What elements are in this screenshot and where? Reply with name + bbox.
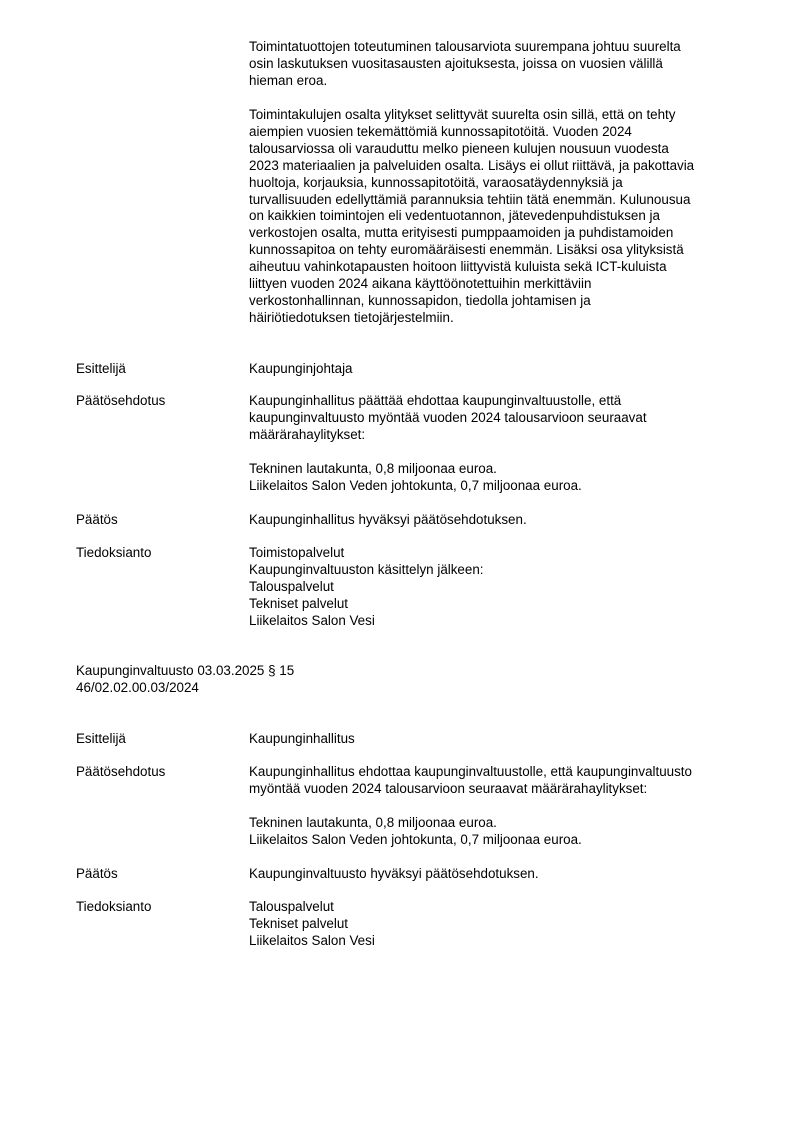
text-line: Kaupunginhallitus	[249, 731, 355, 746]
amount-line: Liikelaitos Salon Veden johtokunta, 0,7 miljoonaa euroa.	[249, 477, 582, 493]
amount-line: Tekninen lautakunta, 0,8 miljoonaa euroa.	[249, 814, 497, 830]
text-line: Tekniset palvelut	[249, 915, 348, 931]
text-line: hieman eroa.	[249, 72, 328, 88]
text-line: Liikelaitos Salon Vesi	[249, 612, 375, 628]
meeting-title: Kaupunginvaltuusto 03.03.2025 § 15	[76, 663, 295, 678]
meeting-heading	[76, 663, 294, 697]
notice-value	[249, 545, 749, 630]
presenter-label: Esittelijä	[76, 361, 126, 376]
decision-label: Päätös	[76, 866, 118, 881]
text-line: on kaikkien toimintojen eli vedentuotannon, jätevedenpuhdistuksen ja	[249, 208, 660, 224]
text-line: Kaupunginjohtaja	[249, 361, 353, 376]
text-line: Kaupunginhallitus päättää ehdottaa kaupunginvaltuustolle, että	[249, 393, 622, 408]
text-line: turvallisuuden edellyttämiä parannuksia tehtiin tätä enemmän. Kulunousua	[249, 191, 691, 207]
proposal-label: Päätösehdotus	[76, 764, 166, 779]
presenter-value	[249, 731, 749, 748]
text-line: Kaupunginhallitus hyväksyi päätösehdotuksen.	[249, 512, 527, 527]
text-line: aiheutuu vahinkotapausten hoitoon liittyvistä kuluista sekä ICT-kuluista	[249, 259, 667, 275]
amount-line: Liikelaitos Salon Veden johtokunta, 0,7 miljoonaa euroa.	[249, 831, 582, 847]
text-line: liittyen vuoden 2024 aikana käyttöönotettuihin merkittäviin	[249, 276, 592, 292]
meeting-reference: 46/02.02.00.03/2024	[76, 679, 199, 695]
text-line: Kaupunginhallitus ehdottaa kaupunginvaltuustolle, että kaupunginvaltuusto	[249, 764, 692, 779]
text-line: verkostojen osalta, mutta erityisesti pumppaamoiden ja puhdistamoiden	[249, 225, 674, 241]
decision-value	[249, 512, 749, 529]
notice-label: Tiedoksianto	[76, 545, 152, 560]
text-line: Kaupunginvaltuusto hyväksyi päätösehdotuksen.	[249, 866, 539, 881]
text-line: myöntää vuoden 2024 talousarvioon seuraavat määrärahaylitykset:	[249, 780, 648, 796]
text-line: Talouspalvelut	[249, 578, 334, 594]
notice-value	[249, 899, 749, 950]
text-line: kaupunginvaltuusto myöntää vuoden 2024 talousarvioon seuraavat	[249, 409, 647, 425]
text-line: määrärahaylitykset:	[249, 426, 366, 442]
text-line: Tekniset palvelut	[249, 595, 348, 611]
text-line: aiempien vuosien tekemättömiä kunnossapitotöitä. Vuoden 2024	[249, 123, 632, 139]
decision-value	[249, 866, 749, 883]
intro-paragraph-1	[249, 39, 749, 90]
text-line: verkostonhallinnan, kunnossapidon, tiedolla johtamisen ja	[249, 292, 591, 308]
text-line: huoltoja, korjauksia, kunnossapitotöitä, varaosatäydennyksiä ja	[249, 174, 623, 190]
text-line: talousarviossa oli varauduttu melko pieneen kulujen nousuun vuodesta	[249, 140, 669, 156]
text-line: Kaupunginvaltuuston käsittelyn jälkeen:	[249, 561, 484, 577]
presenter-label: Esittelijä	[76, 731, 126, 746]
text-line: häiriötiedotuksen tietojärjestelmiin.	[249, 309, 454, 325]
decision-label: Päätös	[76, 512, 118, 527]
proposal-value	[249, 764, 749, 849]
text-line: Toimintatuottojen toteutuminen talousarviota suurempana johtuu suurelta	[249, 39, 681, 54]
text-line: kunnossapitoa on tehty euromääräisesti enemmän. Lisäksi osa ylityksistä	[249, 242, 684, 258]
text-line: 2023 materiaalien ja palveluiden osalta. Lisäys ei ollut riittävä, ja pakottavia	[249, 157, 695, 173]
text-line: Talouspalvelut	[249, 899, 334, 914]
text-line: osin laskutuksen vuositasausten ajoituksesta, joissa on vuosien välillä	[249, 55, 663, 71]
text-line: Toimistopalvelut	[249, 545, 345, 560]
text-line: Toimintakulujen osalta ylitykset selittyvät suurelta osin sillä, että on tehty	[249, 107, 676, 122]
proposal-label: Päätösehdotus	[76, 393, 166, 408]
notice-label: Tiedoksianto	[76, 899, 152, 914]
presenter-value	[249, 361, 749, 378]
amount-line: Tekninen lautakunta, 0,8 miljoonaa euroa.	[249, 460, 497, 476]
text-line: Liikelaitos Salon Vesi	[249, 932, 375, 948]
proposal-value	[249, 393, 749, 494]
intro-paragraph-2	[249, 107, 749, 327]
